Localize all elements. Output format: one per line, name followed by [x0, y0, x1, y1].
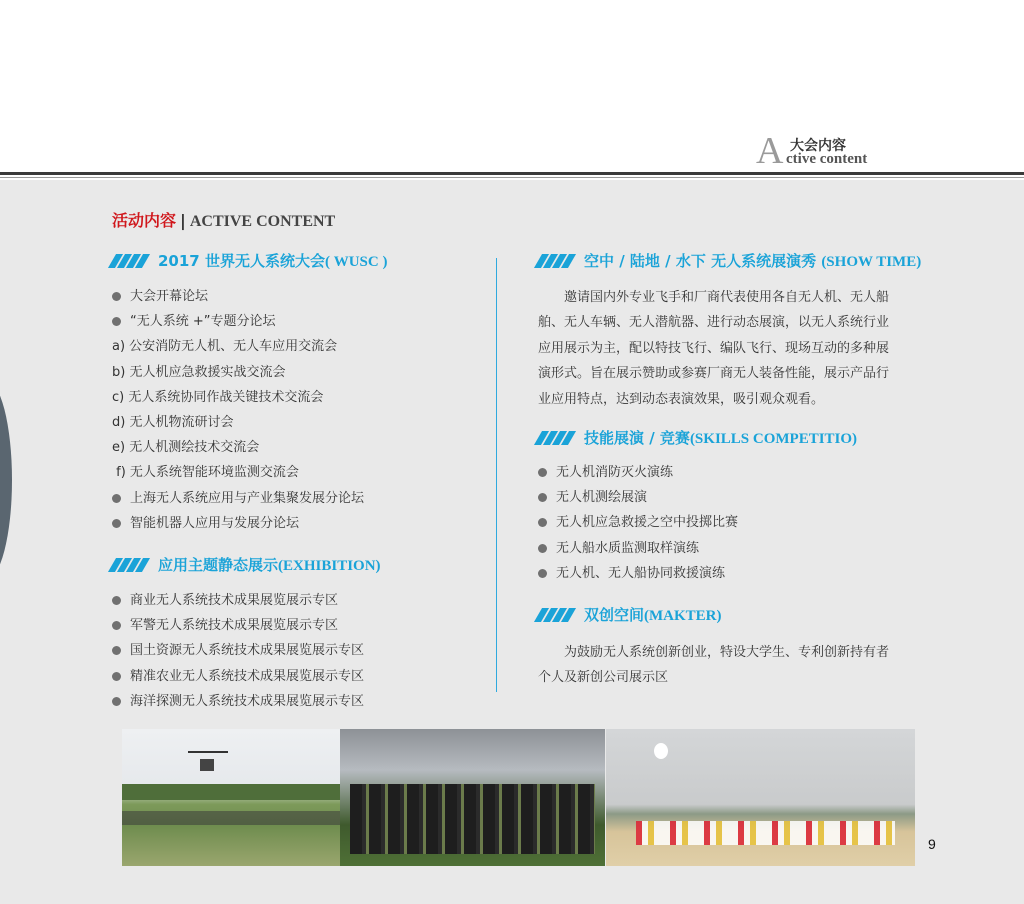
list-item: 无人机消防灭火演练: [538, 460, 738, 485]
list-item: 无人机、无人船协同救援演练: [538, 561, 738, 586]
maker-title-cn: 双创空间: [584, 606, 645, 624]
show-time-title-cn: 空中 / 陆地 / 水下 无人系统展演秀: [584, 252, 817, 270]
bullet-icon: [112, 596, 121, 605]
bullet-icon: [112, 317, 121, 326]
exhibition-title-en: (EXHIBITION): [278, 558, 381, 574]
list-item: e) 无人机测绘技术交流会: [112, 440, 260, 456]
list-item: 无人机应急救援之空中投掷比赛: [538, 510, 738, 535]
subheading-exhibition: [112, 554, 381, 575]
photo-drone-demo: [122, 729, 340, 866]
exhibition-list: [112, 588, 364, 714]
exhibition-title-cn: 应用主题静态展示: [158, 556, 279, 574]
section-header-letter: A: [756, 130, 784, 172]
list-item: 无人机测绘展演: [538, 485, 738, 510]
show-time-title-en: (SHOW TIME): [821, 254, 922, 270]
slash-icon: [538, 254, 572, 268]
main-title-separator: |: [180, 211, 186, 230]
main-title-cn: 活动内容: [112, 211, 177, 230]
list-item: “无人系统 +”专题分论坛: [112, 309, 364, 334]
slash-icon: [538, 431, 572, 445]
skills-title-en: (SKILLS COMPETITIO): [689, 431, 858, 447]
wusc-list: [112, 284, 364, 536]
bullet-icon: [112, 697, 121, 706]
list-item: 军警无人系统技术成果展览展示专区: [112, 613, 364, 638]
subheading-maker: [538, 604, 722, 625]
list-item: 海洋探测无人系统技术成果展览展示专区: [112, 689, 364, 714]
bullet-icon: [112, 519, 121, 528]
section-header: [756, 130, 896, 172]
photo-team-group: [340, 729, 605, 866]
bullet-icon: [538, 569, 547, 578]
list-item: f) 无人系统智能环境监测交流会: [112, 465, 299, 481]
drone-icon: [188, 751, 228, 775]
subheading-skills: [538, 427, 857, 448]
list-item: c) 无人系统协同作战关键技术交流会: [112, 389, 324, 405]
subheading-wusc: [112, 250, 387, 271]
main-title: [112, 208, 335, 231]
page-number: 9: [928, 836, 936, 852]
maker-title-en: (MAKTER): [644, 608, 722, 624]
bullet-icon: [538, 518, 547, 527]
list-item: 大会开幕论坛: [112, 284, 364, 309]
balloon-icon: [654, 743, 668, 759]
subheading-show-time: [538, 250, 921, 271]
list-item: d) 无人机物流研讨会: [112, 414, 234, 430]
slash-icon: [112, 558, 146, 572]
list-item: 商业无人系统技术成果展览展示专区: [112, 588, 364, 613]
show-time-paragraph: 邀请国内外专业飞手和厂商代表使用各自无人机、无人船 舶、无人车辆、无人潜航器、进行动态展演，以无人系统行业 应用展示为主，配以特技飞行、编队飞行、现场互动的多种展 演形式。旨在展示赞助或参赛厂商无人装备性能，展示产品行 业应用特点，达到动态表演效果，吸引观众观看。: [538, 290, 890, 407]
list-item: 精准农业无人系统技术成果展览展示专区: [112, 664, 364, 689]
header-rule-thin: [0, 177, 1024, 178]
list-item: b) 无人机应急救援实战交流会: [112, 364, 286, 380]
bullet-icon: [112, 292, 121, 301]
header-rule: [0, 172, 1024, 175]
wusc-title-cn: 2017 世界无人系统大会: [158, 252, 325, 270]
bullet-icon: [112, 621, 121, 630]
main-title-en: ACTIVE CONTENT: [189, 213, 336, 230]
list-item: 无人船水质监测取样演练: [538, 536, 738, 561]
skills-list: [538, 460, 738, 586]
column-divider: [496, 258, 497, 692]
list-item: 智能机器人应用与发展分论坛: [112, 511, 364, 536]
section-header-en: ctive content: [786, 151, 868, 167]
maker-paragraph: 为鼓励无人系统创新创业，特设大学生、专利创新持有者 个人及新创公司展示区: [538, 645, 890, 686]
bullet-icon: [112, 494, 121, 503]
slash-icon: [538, 608, 572, 622]
bullet-icon: [538, 493, 547, 502]
photo-event-field: [606, 729, 915, 866]
slash-icon: [112, 254, 146, 268]
bullet-icon: [538, 544, 547, 553]
list-item: 上海无人系统应用与产业集聚发展分论坛: [112, 486, 364, 511]
section-header-cn: 大会内容: [790, 138, 846, 154]
bullet-icon: [112, 672, 121, 681]
skills-title-cn: 技能展演 / 竞赛: [584, 429, 690, 447]
bullet-icon: [112, 646, 121, 655]
list-item: 国土资源无人系统技术成果展览展示专区: [112, 638, 364, 663]
wusc-title-en: ( WUSC ): [324, 254, 388, 270]
bullet-icon: [538, 468, 547, 477]
list-item: a) 公安消防无人机、无人车应用交流会: [112, 339, 338, 355]
